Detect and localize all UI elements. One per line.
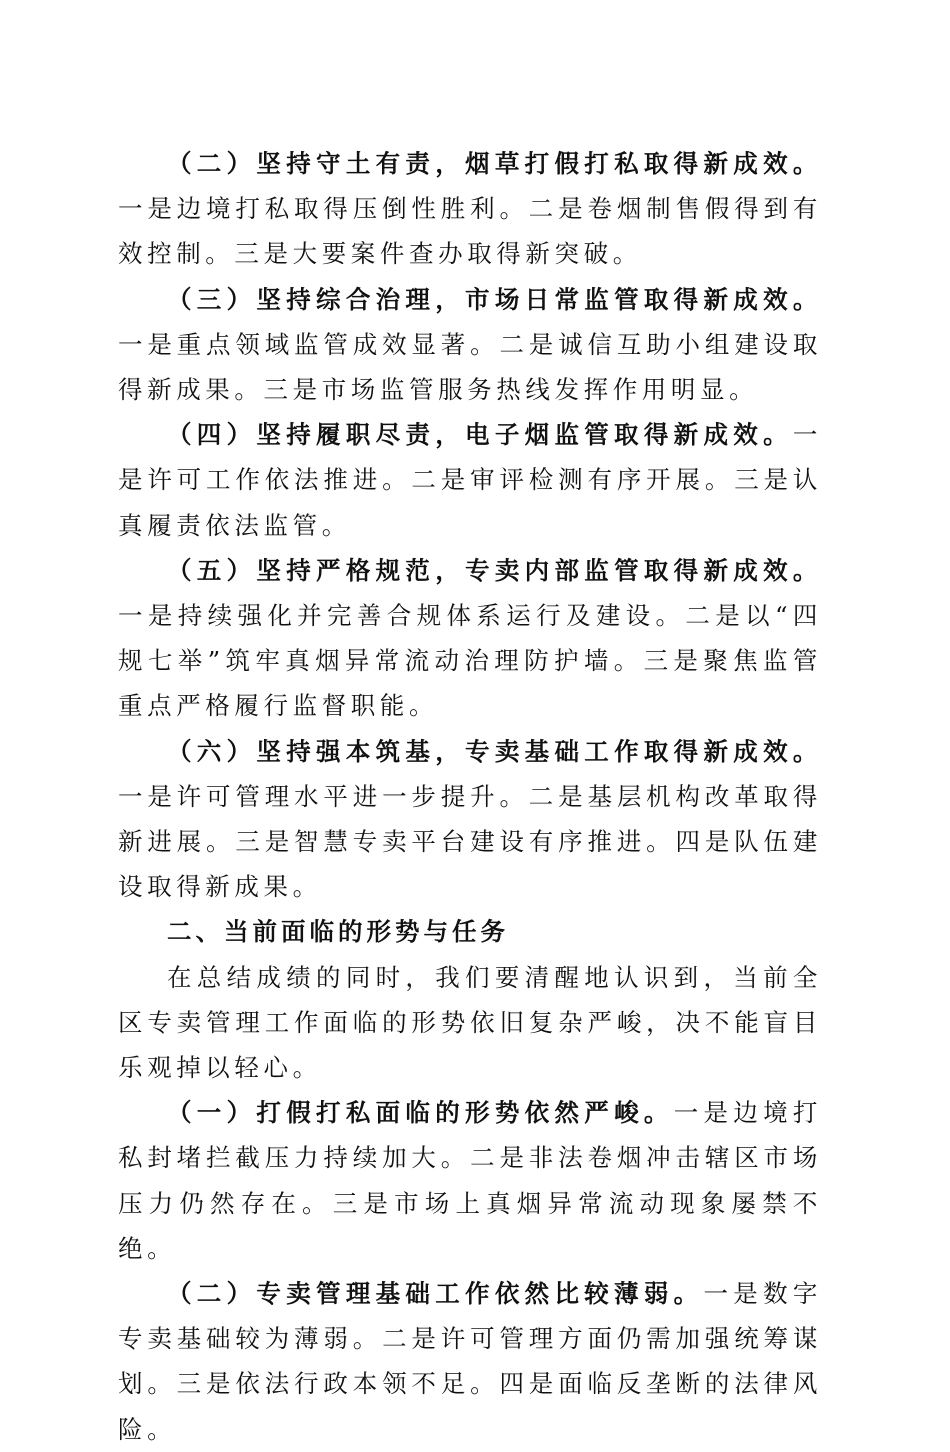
paragraph-foundation-work: [118, 729, 822, 910]
paragraph-lead: （二）专卖管理基础工作依然比较薄弱。: [167, 1279, 704, 1309]
paragraph-lead: （四）坚持履职尽责，电子烟监管取得新成效。: [167, 420, 793, 450]
paragraph-body: 一是边境打私取得压倒性胜利。二是卷烟制售假得到有效控制。三是大要案件查办取得新突破。: [118, 194, 822, 269]
paragraph-border-anti-smuggling: [118, 141, 822, 277]
paragraph-e-cigarette-supervision: [118, 412, 822, 548]
paragraph-intro: 在总结成绩的同时，我们要清醒地认识到，当前全区专卖管理工作面临的形势依旧复杂严峻，决不能盲目乐观掉以轻心。: [118, 962, 822, 1083]
paragraph-lead: （五）坚持严格规范，专卖内部监管取得新成效。: [167, 555, 822, 585]
paragraph-lead: （一）打假打私面临的形势依然严峻。: [167, 1098, 674, 1128]
paragraph-lead: （六）坚持强本筑基，专卖基础工作取得新成效。: [167, 736, 822, 766]
paragraph-internal-supervision: [118, 548, 822, 729]
paragraph-body: 一是许可工作依法推进。二是审评检测有序开展。三是认真履责依法监管。: [118, 420, 822, 540]
document-page: [118, 141, 822, 1452]
paragraph-lead: （二）坚持守土有责，烟草打假打私取得新成效。: [167, 149, 822, 178]
section-heading: 二、当前面临的形势与任务: [167, 917, 509, 947]
paragraph-body: 一是边境打私封堵拦截压力持续加大。二是非法卷烟冲击辖区市场压力仍然存在。三是市场上真烟异常流动现象屡禁不绝。: [118, 1098, 823, 1263]
paragraph-task-anti-counterfeit: [118, 1090, 822, 1271]
paragraph-body: 一是数字专卖基础较为薄弱。二是许可管理方面仍需加强统筹谋划。三是依法行政本领不足。四是面临反垄断的法律风险。: [118, 1279, 822, 1444]
paragraph-task-foundation: [118, 1271, 822, 1452]
paragraph-market-supervision: [118, 277, 822, 413]
paragraph-body: 一是持续强化并完善合规体系运行及建设。二是以“四规七举”筑牢真烟异常流动治理防护墙。三是聚焦监管重点严格履行监督职能。: [118, 601, 822, 721]
paragraph-body: 一是重点领域监管成效显著。二是诚信互助小组建设取得新成果。三是市场监管服务热线发挥作用明显。: [118, 329, 822, 405]
paragraph-body: 一是许可管理水平进一步提升。二是基层机构改革取得新进展。三是智慧专卖平台建设有序推进。四是队伍建设取得新成果。: [118, 781, 822, 902]
paragraph-lead: （三）坚持综合治理，市场日常监管取得新成效。: [167, 284, 822, 314]
